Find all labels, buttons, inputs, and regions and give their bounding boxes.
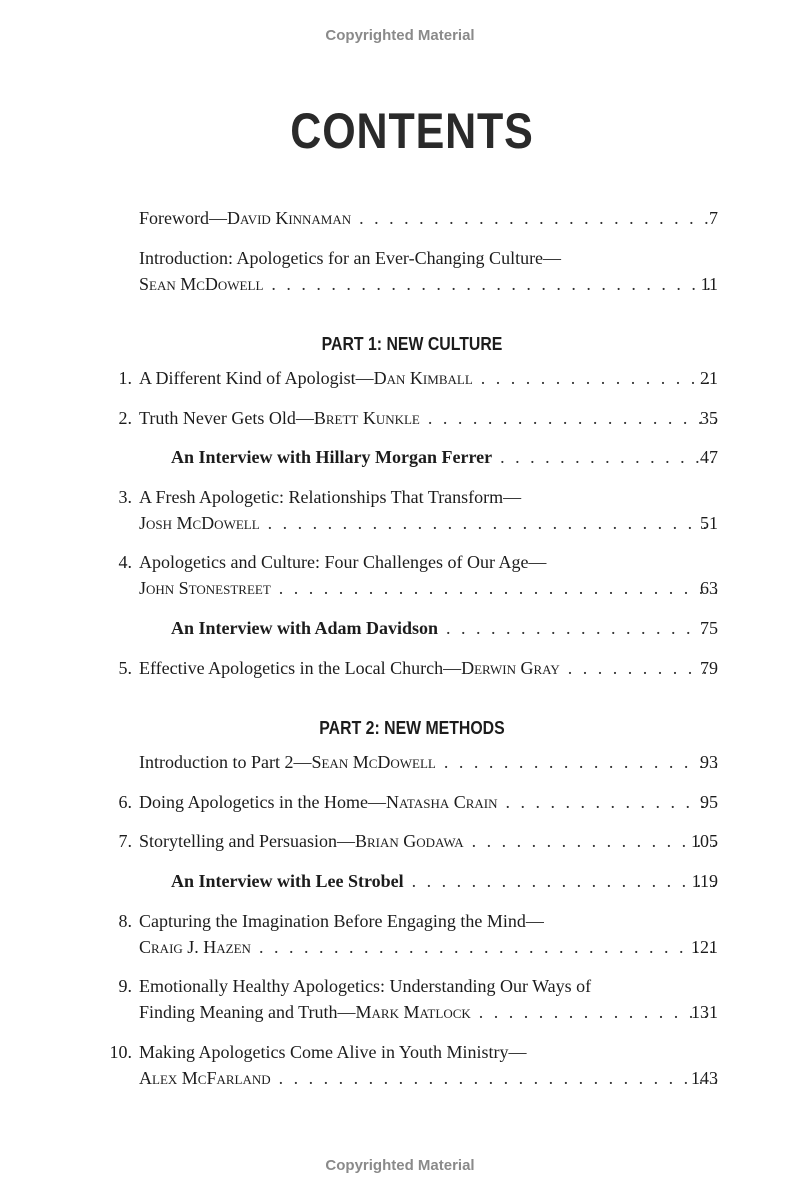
entry-title: An Interview with Lee Strobel — [171, 871, 404, 891]
dot-leader — [359, 205, 717, 231]
dot-leader — [279, 1065, 717, 1091]
dot-leader — [271, 271, 717, 297]
toc-entry-1 — [0, 365, 800, 391]
entry-title: Storytelling and Persuasion— — [139, 831, 355, 851]
entry-title: Introduction: Apologetics for an Ever-Changing Culture— — [139, 248, 562, 268]
page-number: 105 — [691, 831, 718, 851]
page-number: 143 — [691, 1068, 718, 1088]
entry-author: Sean McDowell — [139, 274, 264, 294]
page-number: 119 — [691, 871, 718, 891]
chapter-number: 6. — [118, 792, 132, 812]
entry-title: Introduction to Part 2— — [139, 752, 312, 772]
chapter-number: 9. — [118, 976, 132, 996]
toc-entry-foreword — [0, 205, 800, 231]
entry-title: A Different Kind of Apologist— — [139, 368, 374, 388]
chapter-number: 7. — [118, 831, 132, 851]
toc-entry-6 — [0, 789, 800, 815]
entry-author: John Stonestreet — [139, 578, 271, 598]
page-number: 79 — [700, 658, 718, 678]
toc-entry-5 — [0, 655, 800, 681]
entry-author: Sean McDowell — [311, 752, 436, 772]
dot-leader — [412, 868, 717, 894]
part-heading-1: PART 1: NEW CULTURE — [321, 334, 503, 354]
chapter-number: 10. — [109, 1042, 132, 1062]
entry-title: An Interview with Hillary Morgan Ferrer — [171, 447, 493, 467]
dot-leader — [279, 575, 717, 601]
entry-title-line1: Emotionally Healthy Apologetics: Understanding Our Ways of — [139, 976, 592, 996]
entry-author: Mark Matlock — [355, 1002, 471, 1022]
entry-title: A Fresh Apologetic: Relationships That Transform— — [139, 487, 522, 507]
dot-leader — [568, 655, 717, 681]
page-number: 47 — [700, 447, 718, 467]
dot-leader — [259, 934, 717, 960]
dot-leader — [268, 510, 717, 536]
page-number: 63 — [700, 578, 718, 598]
page-number: 95 — [700, 792, 718, 812]
entry-title: Finding Meaning and Truth— — [139, 1002, 356, 1022]
entry-title: Doing Apologetics in the Home— — [139, 792, 386, 812]
entry-title: Making Apologetics Come Alive in Youth Ministry— — [139, 1042, 527, 1062]
toc-entry-7 — [0, 828, 800, 854]
entry-title: Apologetics and Culture: Four Challenges of Our Age— — [139, 552, 547, 572]
watermark-top: Copyrighted Material — [325, 27, 475, 44]
dot-leader — [472, 828, 717, 854]
page-number: 35 — [700, 408, 718, 428]
toc-entry-10 — [0, 1039, 800, 1091]
page-number: 51 — [700, 513, 718, 533]
page-number: 7 — [709, 208, 718, 228]
toc-entry-9 — [0, 973, 800, 1025]
entry-title: Capturing the Imagination Before Engaging the Mind— — [139, 911, 544, 931]
dot-leader — [428, 405, 717, 431]
entry-title: Truth Never Gets Old— — [139, 408, 314, 428]
toc-entry-interview-davidson — [0, 615, 800, 641]
dot-leader — [506, 789, 717, 815]
toc-entry-4 — [0, 549, 800, 601]
page-number: 93 — [700, 752, 718, 772]
dot-leader — [479, 999, 717, 1025]
entry-title: Foreword— — [139, 208, 227, 228]
watermark-bottom: Copyrighted Material — [325, 1157, 475, 1174]
page-number: 131 — [691, 1002, 718, 1022]
entry-author: Dan Kimball — [373, 368, 473, 388]
entry-author: Natasha Crain — [385, 792, 498, 812]
chapter-number: 5. — [118, 658, 132, 678]
dot-leader — [446, 615, 717, 641]
page-number: 11 — [700, 274, 718, 294]
entry-title: Effective Apologetics in the Local Church— — [139, 658, 462, 678]
entry-author: Brian Godawa — [354, 831, 464, 851]
page-number: 75 — [700, 618, 718, 638]
dot-leader — [444, 749, 717, 775]
chapter-number: 3. — [118, 487, 132, 507]
toc-entry-introduction — [0, 245, 800, 297]
chapter-number: 8. — [118, 911, 132, 931]
toc-entry-interview-strobel — [0, 868, 800, 894]
toc-entry-3 — [0, 484, 800, 536]
dot-leader — [481, 365, 717, 391]
dot-leader — [500, 444, 717, 470]
chapter-number: 1. — [118, 368, 132, 388]
entry-author: David Kinnaman — [227, 208, 352, 228]
toc-entry-8 — [0, 908, 800, 960]
chapter-number: 4. — [118, 552, 132, 572]
part-heading-2: PART 2: NEW METHODS — [319, 718, 505, 738]
toc-entry-interview-ferrer — [0, 444, 800, 470]
page-title: CONTENTS — [290, 103, 534, 159]
toc-entry-introduction-part-2 — [0, 749, 800, 775]
entry-author: Derwin Gray — [461, 658, 560, 678]
page-number: 121 — [691, 937, 718, 957]
entry-author: Craig J. Hazen — [139, 937, 251, 957]
entry-author: Alex McFarland — [139, 1068, 271, 1088]
chapter-number: 2. — [118, 408, 132, 428]
toc-entry-2 — [0, 405, 800, 431]
page-number: 21 — [700, 368, 718, 388]
entry-author: Brett Kunkle — [313, 408, 420, 428]
entry-author: Josh McDowell — [139, 513, 260, 533]
entry-title: An Interview with Adam Davidson — [171, 618, 439, 638]
